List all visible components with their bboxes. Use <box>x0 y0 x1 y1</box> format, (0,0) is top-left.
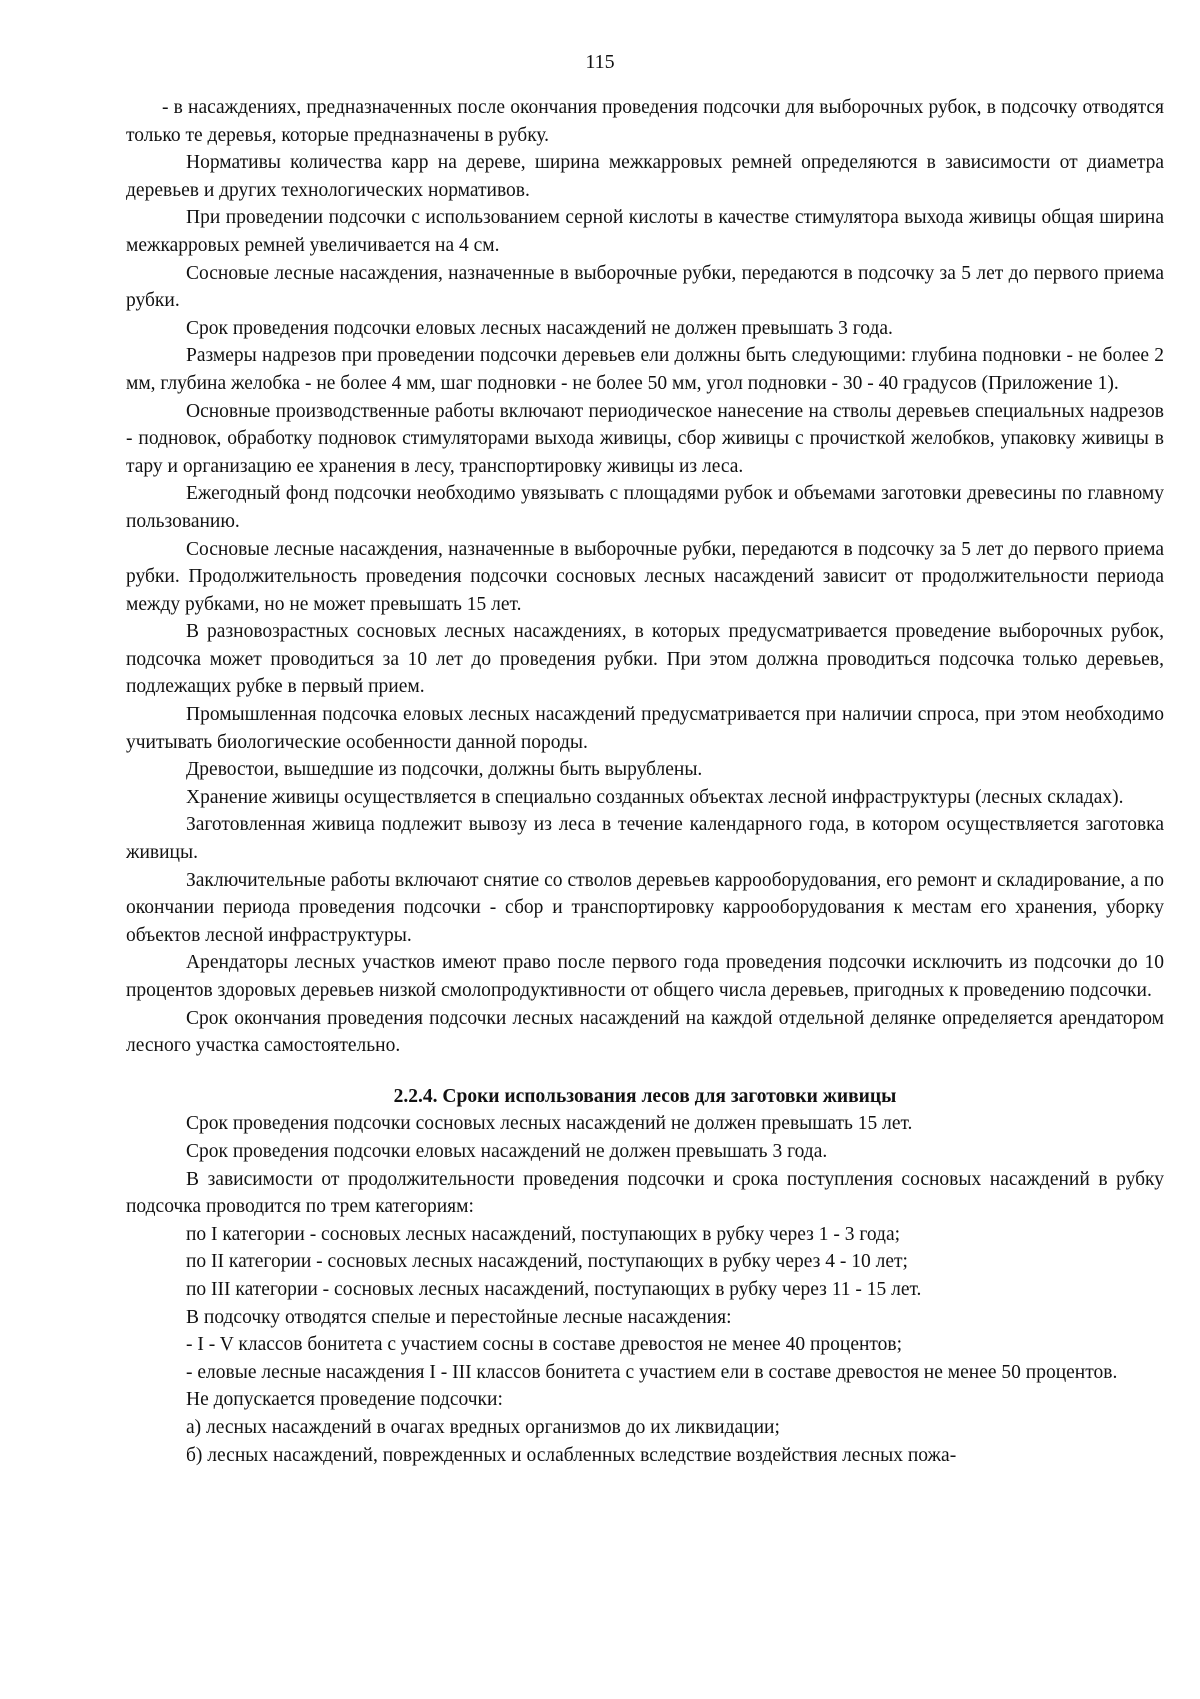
list-item: по I категории - сосновых лесных насаждений, поступающих в рубку через 1 - 3 года; <box>186 1223 901 1245</box>
paragraph: Срок проведения подсочки сосновых лесных насаждений не должен превышать 15 лет. <box>186 1113 913 1135</box>
paragraph: В разновозрастных сосновых лесных насаждениях, в которых предусматривается проведение выборочных рубок, подсочка может проводиться за 10 лет до проведения рубки. При этом должна проводиться подсочка только деревьев, подлежащих рубке в первый прием. <box>126 621 1164 698</box>
list-item: по III категории - сосновых лесных насаждений, поступающих в рубку через 11 - 15 лет. <box>186 1278 922 1300</box>
paragraph: В подсочку отводятся спелые и перестойные лесные насаждения: <box>186 1306 732 1328</box>
section-heading: 2.2.4. Сроки использования лесов для заготовки живицы <box>393 1085 897 1107</box>
paragraph: Сосновые лесные насаждения, назначенные в выборочные рубки, передаются в подсочку за 5 лет до первого приема рубки. <box>126 262 1164 312</box>
paragraph: Арендаторы лесных участков имеют право после первого года проведения подсочки исключить из подсочки до 10 процентов здоровых деревьев низкой смолопродуктивности от общего числа деревьев, пригодных к проведению подсочки. <box>126 952 1164 1001</box>
body-text <box>126 94 1164 1469</box>
paragraph: Промышленная подсочка еловых лесных насаждений предусматривается при наличии спроса, при этом необходимо учитывать биологические особенности данной породы. <box>126 704 1164 753</box>
paragraph: Заключительные работы включают снятие со стволов деревьев каррооборудования, его ремонт и складирование, а по окончании периода проведения подсочки - сбор и транспортировку каррооборудования к местам его хранения, уборку объектов лесной инфраструктуры. <box>126 869 1164 946</box>
paragraph: Срок проведения подсочки еловых насаждений не должен превышать 3 года. <box>186 1140 828 1162</box>
page-number: 115 <box>585 51 615 73</box>
list-item: - еловые лесные насаждения I - III классов бонитета с участием ели в составе древостоя не менее 50 процентов. <box>186 1361 1118 1383</box>
paragraph: Не допускается проведение подсочки: <box>186 1389 503 1411</box>
list-item: - I - V классов бонитета с участием сосны в составе древостоя не менее 40 процентов; <box>186 1334 903 1356</box>
paragraph: Древостои, вышедшие из подсочки, должны быть вырублены. <box>186 759 703 781</box>
paragraph: Ежегодный фонд подсочки необходимо увязывать с площадями рубок и объемами заготовки древесины по главному пользованию. <box>126 483 1164 532</box>
paragraph: Заготовленная живица подлежит вывозу из леса в течение календарного года, в котором осуществляется заготовка живицы. <box>126 814 1164 864</box>
list-item: б) лесных насаждений, поврежденных и ослабленных вследствие воздействия лесных пожа- <box>186 1444 957 1466</box>
paragraph: Нормативы количества карр на дереве, ширина межкарровых ремней определяются в зависимости от диаметра деревьев и других технологических нормативов. <box>126 152 1164 201</box>
list-item: по II категории - сосновых лесных насаждений, поступающих в рубку через 4 - 10 лет; <box>186 1251 908 1273</box>
paragraph: - в насаждениях, предназначенных после окончания проведения подсочки для выборочных рубок, в подсочку отводятся только те деревья, которые предназначены в рубку. <box>126 97 1164 146</box>
paragraph: Срок проведения подсочки еловых лесных насаждений не должен превышать 3 года. <box>186 317 893 339</box>
paragraph: Размеры надрезов при проведении подсочки деревьев ели должны быть следующими: глубина подновки - не более 2 мм, глубина желобка - не более 4 мм, шаг подновки - не более 50 мм, угол подновки - 30 - 40 градусов (Приложение 1). <box>126 345 1164 394</box>
paragraph: Хранение живицы осуществляется в специально созданных объектах лесной инфраструктуры (лесных складах). <box>186 786 1124 808</box>
paragraph: Сосновые лесные насаждения, назначенные в выборочные рубки, передаются в подсочку за 5 лет до первого приема рубки. Продолжительность проведения подсочки сосновых лесных насаждений зависит от продолжительности периода между рубками, но не может превышать 15 лет. <box>126 538 1164 615</box>
paragraph: При проведении подсочки с использованием серной кислоты в качестве стимулятора выхода живицы общая ширина межкарровых ремней увеличивается на 4 см. <box>126 207 1164 256</box>
paragraph: В зависимости от продолжительности проведения подсочки и срока поступления сосновых насаждений в рубку подсочка проводится по трем категориям: <box>126 1168 1164 1218</box>
list-item: а) лесных насаждений в очагах вредных организмов до их ликвидации; <box>186 1416 780 1438</box>
paragraph: Срок окончания проведения подсочки лесных насаждений на каждой отдельной делянке определяется арендатором лесного участка самостоятельно. <box>126 1007 1164 1057</box>
paragraph: Основные производственные работы включают периодическое нанесение на стволы деревьев специальных надрезов - подновок, обработку подновок стимуляторами выхода живицы, сбор живицы с прочисткой желобков, упаковку живицы в тару и организацию ее хранения в лесу, транспортировку живицы из леса. <box>126 400 1164 477</box>
